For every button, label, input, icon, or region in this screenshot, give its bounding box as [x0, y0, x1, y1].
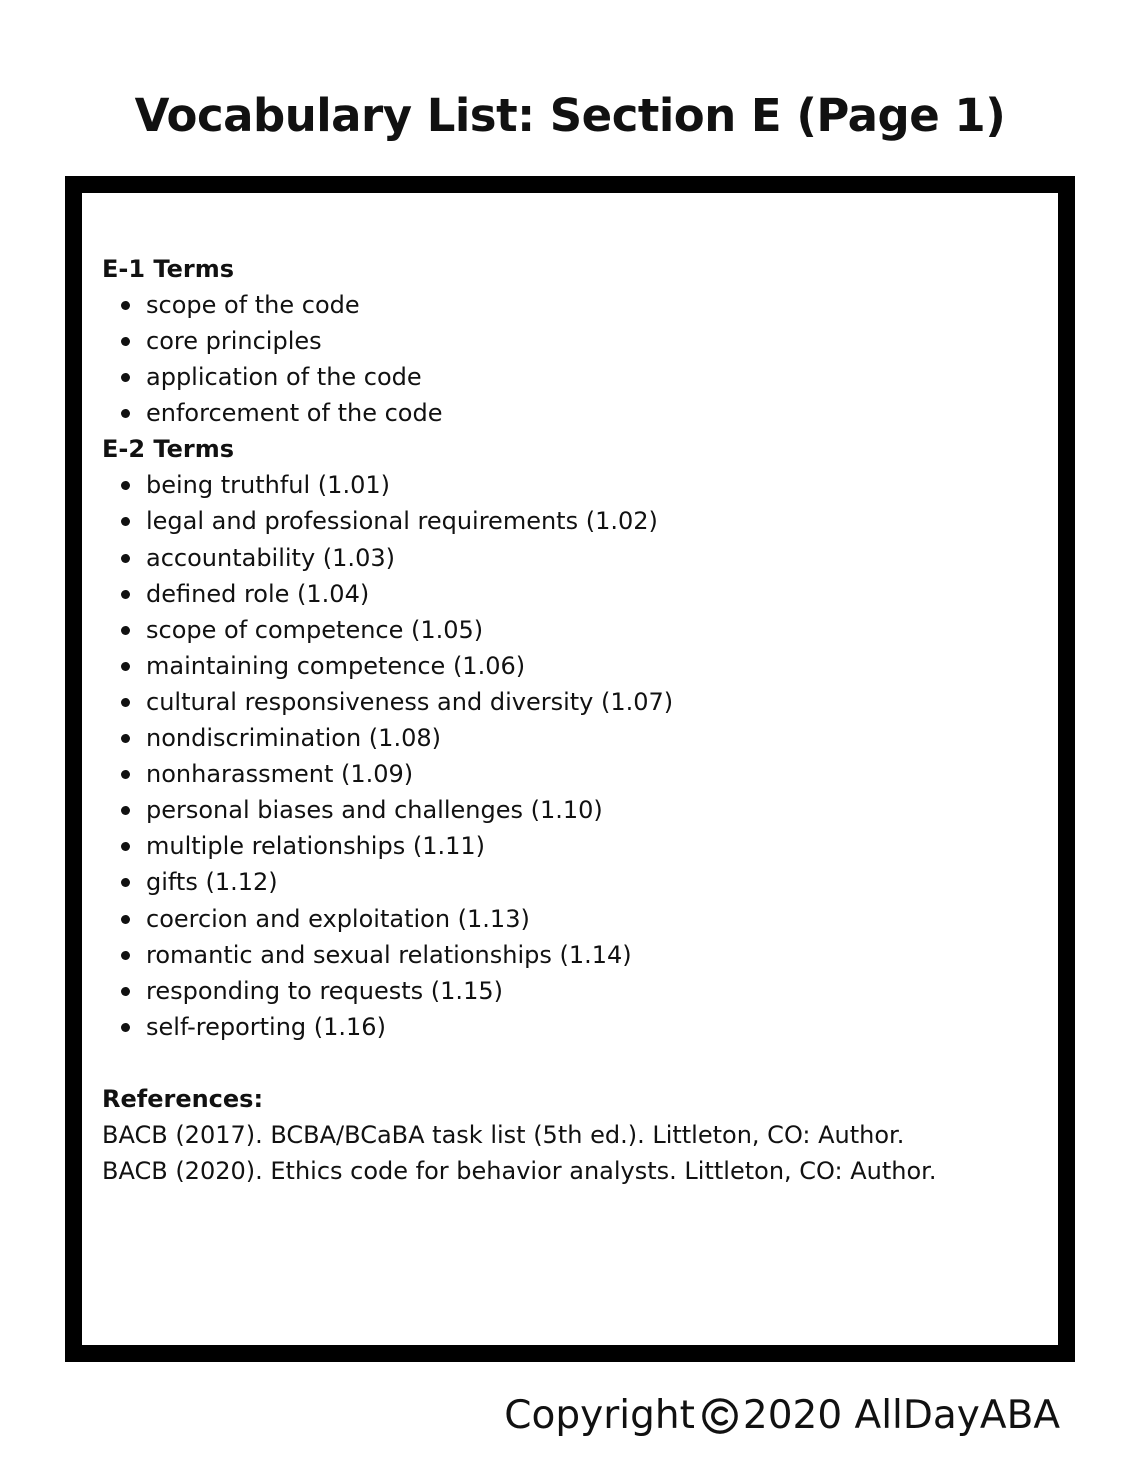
list-item: [102, 756, 1038, 792]
bullet-icon: [121, 590, 130, 599]
bullet-icon: [121, 878, 130, 887]
bullet-icon: [121, 698, 130, 707]
term-text: nonharassment (1.09): [146, 760, 414, 789]
term-list: [102, 287, 1038, 431]
references: [102, 1081, 1038, 1189]
reference-line: BACB (2017). BCBA/BCaBA task list (5th ed.). Littleton, CO: Author.: [102, 1120, 905, 1149]
list-item: [102, 576, 1038, 612]
list-item: [102, 612, 1038, 648]
bullet-icon: [121, 770, 130, 779]
term-text: scope of the code: [146, 291, 360, 319]
list-item: [102, 323, 1038, 359]
list-item: [102, 901, 1038, 937]
bullet-icon: [121, 626, 130, 635]
list-item: [102, 503, 1038, 539]
term-text: core principles: [146, 327, 322, 356]
bullet-icon: [121, 301, 130, 310]
term-text: nondiscrimination (1.08): [146, 724, 441, 753]
bullet-icon: [121, 517, 130, 526]
list-item: [102, 648, 1038, 684]
page-title: Vocabulary List: Section E (Page 1): [134, 89, 1006, 142]
term-text: maintaining competence (1.06): [146, 651, 526, 680]
term-text: gifts (1.12): [146, 868, 278, 897]
term-text: responding to requests (1.15): [146, 976, 503, 1005]
term-text: application of the code: [146, 363, 422, 392]
term-text: self-reporting (1.16): [146, 1012, 386, 1041]
term-text: enforcement of the code: [146, 399, 443, 428]
bullet-icon: [121, 734, 130, 743]
list-item: [102, 1009, 1038, 1045]
copyright-year-owner: 2020 AllDayABA: [742, 1393, 1060, 1438]
content-area: [102, 251, 1038, 1189]
term-text: cultural responsiveness and diversity (1.07): [146, 687, 674, 716]
bullet-icon: [121, 842, 130, 851]
term-text: coercion and exploitation (1.13): [146, 904, 530, 933]
list-item: [102, 287, 1038, 323]
bullet-icon: [121, 373, 130, 382]
list-item: [102, 395, 1038, 431]
bullet-icon: [121, 1023, 130, 1032]
list-item: [102, 828, 1038, 864]
section-heading: E-1 Terms: [102, 255, 234, 283]
term-text: multiple relationships (1.11): [146, 832, 485, 861]
list-item: [102, 937, 1038, 973]
bullet-icon: [121, 662, 130, 671]
term-text: accountability (1.03): [146, 543, 395, 572]
content-frame: [65, 176, 1075, 1362]
section-e2: [102, 431, 1038, 1045]
list-item: [102, 720, 1038, 756]
list-item: [102, 684, 1038, 720]
section-e1: [102, 251, 1038, 431]
term-text: legal and professional requirements (1.02): [146, 507, 658, 536]
bullet-icon: [121, 481, 130, 490]
term-text: defined role (1.04): [146, 579, 370, 608]
references-heading: References:: [102, 1084, 264, 1113]
list-item: [102, 864, 1038, 900]
copyright-footer: [504, 1388, 1060, 1444]
term-list: [102, 467, 1038, 1045]
section-heading: E-2 Terms: [102, 435, 234, 464]
term-text: being truthful (1.01): [146, 471, 390, 500]
list-item: [102, 467, 1038, 503]
term-text: personal biases and challenges (1.10): [146, 796, 603, 825]
list-item: [102, 792, 1038, 828]
term-text: romantic and sexual relationships (1.14): [146, 940, 632, 969]
bullet-icon: [121, 806, 130, 815]
copyright-word: Copyright: [504, 1393, 695, 1438]
list-item: [102, 540, 1038, 576]
list-item: [102, 359, 1038, 395]
bullet-icon: [121, 554, 130, 563]
list-item: [102, 973, 1038, 1009]
bullet-icon: [121, 915, 130, 924]
bullet-icon: [121, 951, 130, 960]
reference-line: BACB (2020). Ethics code for behavior analysts. Littleton, CO: Author.: [102, 1156, 937, 1185]
copyright-symbol-icon: [701, 1397, 739, 1435]
term-text: scope of competence (1.05): [146, 615, 484, 644]
bullet-icon: [121, 337, 130, 346]
bullet-icon: [121, 409, 130, 418]
bullet-icon: [121, 987, 130, 996]
